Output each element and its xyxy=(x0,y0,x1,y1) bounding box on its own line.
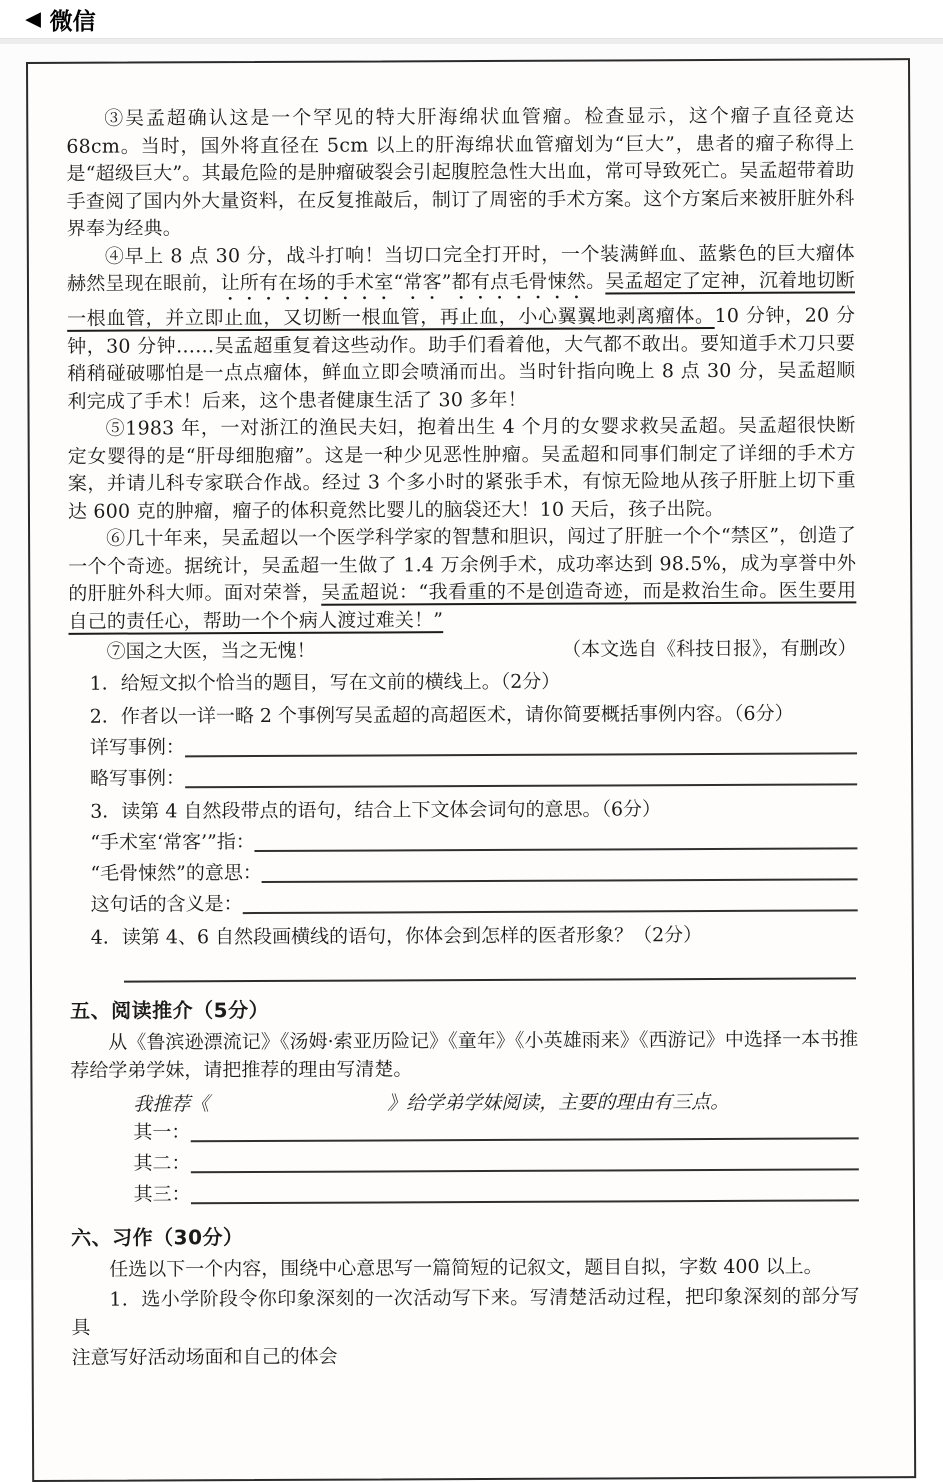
p4-lead-text: ④早上 8 点 30 分，战斗打响！当切口完全打开时，一个装满鲜血、蓝紫色的巨大瘤体赫然呈现在眼前， xyxy=(66,241,855,295)
section-five-title: 五、阅读推介（5分） xyxy=(70,997,270,1023)
p4-emphasis-dotted-text: 让所有在场的手术室“常客”都有点毛骨悚然。 xyxy=(220,270,606,295)
passage-paragraph-4 xyxy=(67,240,856,416)
q2-brief-example-row xyxy=(90,759,857,793)
question-1: 1．给短文拟个恰当的题目，写在文前的横线上。（2分） xyxy=(89,670,561,695)
document-viewer-area xyxy=(0,44,943,1369)
recommend-prefix: 我推荐《 xyxy=(133,1093,210,1116)
passage-paragraph-3: ③吴孟超确认这是一个罕见的特大肝海绵状血管瘤。检查显示，这个瘤子直径竟达 68cm。当时，国外将直径在 5cm 以上的肝海绵状血管瘤划为“巨大”，患者的瘤子称得上是“超级巨大”。其最危险的是肿瘤破裂会引起腹腔急性大出血，常可导致死亡。吴孟超带着助手查阅了国内外大量资料，在反复推敲后，制订了周密的手术方案。这个方案后来被肝脏外科界奉为经典。 xyxy=(66,104,855,240)
scanned-exam-page xyxy=(26,58,916,1482)
reason-three-label: 其三： xyxy=(133,1183,191,1206)
reason-two-label: 其二： xyxy=(133,1152,191,1175)
reason-three-row xyxy=(134,1175,859,1209)
passage-paragraph-6 xyxy=(68,522,856,635)
passage-paragraph-7: ⑦国之大医，当之无愧！ xyxy=(106,639,316,663)
q3-horrified-meaning-row xyxy=(90,854,857,888)
recommend-suffix: 》给学弟学妹阅读，主要的理由有三点。 xyxy=(387,1090,730,1115)
section-six xyxy=(71,1218,860,1371)
section-six-intro: 任选以下一个内容，围绕中心意思写一篇简短的记叙文，题目自拟，字数 400 以上。 xyxy=(109,1255,823,1281)
q3-regular-guest-label: “手术室‘常客’”指： xyxy=(90,831,255,854)
back-label: 微信 xyxy=(49,7,96,34)
q3-sentence-meaning-label: 这句话的含义是： xyxy=(90,893,243,916)
passage-paragraph-7-row xyxy=(69,634,857,665)
p4-underlined-text: 吴孟超定了定神，沉着地切断一根血管，并立即止血，又切断一根血管，再止血，小心翼翼地剥离瘤体。 xyxy=(67,269,856,330)
answer-blank-line xyxy=(262,878,858,883)
q2-detailed-example-label: 详写事例： xyxy=(89,736,185,759)
q2-brief-example-label: 略写事例： xyxy=(89,767,186,790)
section-six-item-1: 1．选小学阶段令你印象深刻的一次活动写下来。写清楚活动过程，把印象深刻的部分写具 xyxy=(71,1285,860,1339)
back-button[interactable] xyxy=(26,3,96,36)
p6-lead-text: ⑥几十年来，吴孟超以一个医学科学家的智慧和胆识，闯过了肝脏一个个“禁区”，创造了一个个奇迹。据统计，吴孟超一生做了 1.4 万余例手术，成功率达到 98.5%，成为享誉中外的肝脏外科大师。面对荣誉， xyxy=(68,524,857,605)
section-five xyxy=(70,991,859,1209)
question-3: 3．读第 4 自然段带点的语句，结合上下文体会词句的意思。（6分） xyxy=(90,798,662,823)
q4-answer-blank-line xyxy=(124,953,856,982)
reading-passage xyxy=(66,102,856,665)
reason-one-label: 其一： xyxy=(133,1121,191,1144)
passage-source-note: （本文选自《科技日报》，有删改） xyxy=(562,637,857,661)
answer-blank-line xyxy=(191,1199,859,1204)
q3-regular-guest-row xyxy=(90,823,857,857)
p6-underlined-quote: 吴孟超说：“我看重的不是创造奇迹，而是救治生命。医生要用自己的责任心，帮助一个个病人渡过难关！” xyxy=(68,579,857,633)
wechat-header-bar xyxy=(0,0,943,38)
answer-blank-line xyxy=(255,847,858,852)
question-2: 2．作者以一详一略 2 个事例写吴孟超的高超医术，请你简要概括事例内容。（6分） xyxy=(89,702,794,728)
section-six-title: 六、习作（30分） xyxy=(71,1225,244,1250)
section-five-intro: 从《鲁滨逊漂流记》《汤姆·索亚历险记》《童年》《小英雄雨来》《西游记》中选择一本书推荐给学弟学妹，请把推荐的理由写清楚。 xyxy=(70,1028,859,1082)
reason-one-row xyxy=(133,1113,858,1147)
question-block xyxy=(69,665,858,982)
p4-rest-text: 10 分钟，20 分钟，30 分钟……吴孟超重复着这些动作。助手们看着他，大气都不敢出。要知道手术刀只要稍稍碰破哪怕是一点点瘤体，鲜血立即会喷涌而出。当时针指向晚上 8 点 30 分，吴孟超顺利完成了手术！后来，这个患者健康生活了 30 多年！ xyxy=(67,304,856,413)
question-4: 4．读第 4、6 自然段画横线的语句，你体会到怎样的医者形象？（2分） xyxy=(90,924,703,949)
q2-detailed-example-row xyxy=(90,728,857,762)
section-six-item-1-continued: 注意写好活动场面和自己的体会 xyxy=(71,1345,338,1369)
reason-two-row xyxy=(133,1144,858,1178)
answer-blank-line xyxy=(243,909,858,914)
recommend-sentence-row xyxy=(133,1081,858,1116)
back-arrow-icon: ◀ xyxy=(26,8,41,30)
answer-blank-line xyxy=(190,1137,858,1142)
answer-blank-line xyxy=(191,1168,859,1173)
answer-blank-line xyxy=(185,783,857,788)
q3-sentence-meaning-row xyxy=(90,885,857,919)
answer-blank-line xyxy=(185,752,857,757)
q3-horrified-meaning-label: “毛骨悚然”的意思： xyxy=(90,861,262,885)
passage-paragraph-5: ⑤1983 年，一对浙江的渔民夫妇，抱着出生 4 个月的女婴求救吴孟超。吴孟超很快断定女婴得的是“肝母细胞瘤”。这是一种少见恶性肿瘤。吴孟超和同事们制定了详细的手术方案，并请儿科专家联合作战。经过 3 个多小时的紧张手术，有惊无险地从孩子肝脏上切下重达 600 克的肿瘤，瘤子的体积竟然比婴儿的脑袋还大！10 天后，孩子出院。 xyxy=(67,414,856,523)
